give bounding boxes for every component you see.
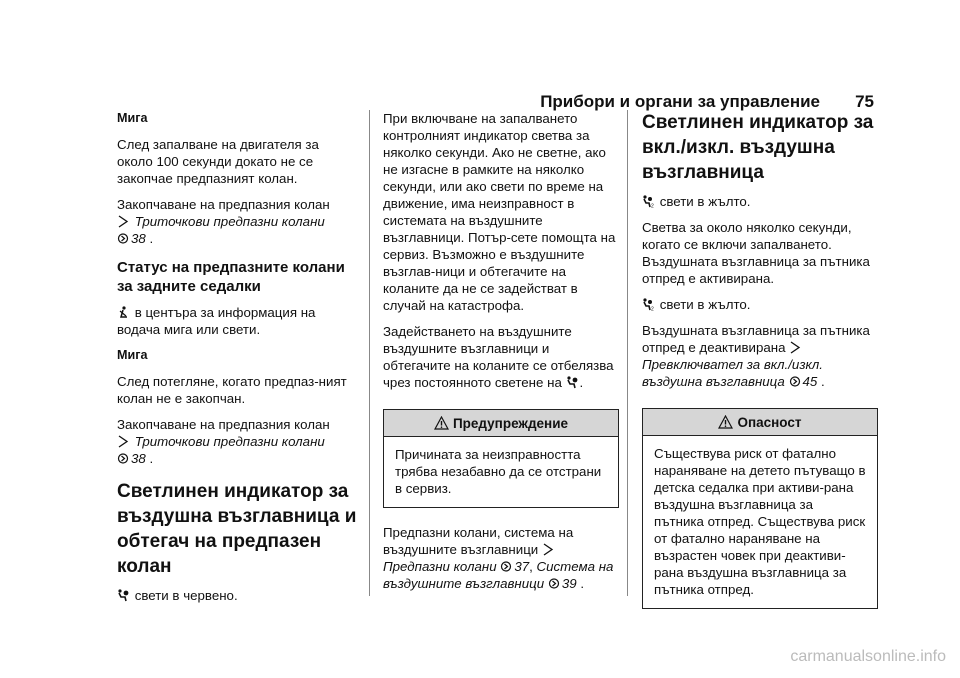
paragraph-status: в центъра за информация на водача мига или свети. — [117, 305, 316, 337]
danger-box — [642, 408, 878, 609]
paragraph-airbag-on: 2 свети в жълто. — [642, 193, 878, 210]
page-ref-arrow-icon — [117, 452, 129, 465]
airbag-icon — [566, 376, 578, 389]
warning-title: Предупреждение — [452, 416, 569, 431]
paragraph-with-reference: Закопчаване на предпазния колан Триточкови предпазни колани 38 . — [117, 417, 330, 466]
cross-reference-link[interactable]: Система на въздушните възглавници — [383, 559, 614, 591]
page-reference[interactable]: 39 — [561, 576, 577, 591]
page-header-title: Прибори и органи за управление — [540, 92, 820, 111]
section-ref-icon — [117, 435, 129, 448]
page-reference[interactable]: 37 — [514, 559, 530, 574]
danger-text: Съществува риск от фатално нараняване на детето пътуващо в детска седалка при активи-рана въздушна възглавница за пътника отпред. Съществува риск от фатално нараняване на възрастен човек при деактиви-рана въздушна възглавница за пътника отпред. — [654, 446, 866, 597]
passenger-airbag-icon — [642, 195, 654, 208]
page-reference[interactable]: 38 — [131, 451, 146, 466]
warning-triangle-icon — [434, 416, 449, 430]
paragraph-with-reference: Закопчаване на предпазния колан Триточкови предпазни колани 38 . — [117, 197, 330, 246]
danger-title: Опасност — [737, 415, 802, 430]
section-heading-rear-belts: Статус на предпазните колани за задните седалки — [117, 259, 345, 295]
section-ref-icon — [542, 543, 554, 556]
page-ref-arrow-icon — [789, 375, 801, 388]
warning-box-header — [384, 410, 618, 437]
page-reference[interactable]: 45 — [802, 374, 818, 389]
paragraph: При включване на запалването контролният индикатор светва за няколко секунди. Ако не светне, ако не изгасне в рамките на няколко секунди, или ако свети по време на движение, има неизправност в системата на въздушните възглавници. Потър-сете помощта на сервиз. Възможно е въздушните възглав-ници и обтегачите на коланите да не се задействат в случай на катастрофа. — [383, 111, 616, 313]
watermark: carmanualsonline.info — [790, 648, 946, 665]
paragraph-airbag: свети в червено. — [117, 587, 357, 604]
column-divider-1 — [369, 110, 370, 596]
page-ref-arrow-icon — [500, 560, 512, 573]
cross-reference-link[interactable]: Предпазни колани — [383, 559, 497, 574]
paragraph: Задействането на въздушните въздушните възглавници и обтегачите на коланите се отбелязва чрез постоянното светене на . — [383, 324, 614, 390]
section-ref-icon — [117, 215, 129, 228]
paragraph-with-reference: Въздушната възглавница за пътника отпред е деактивирана Превключвател за вкл./изкл. въздушна възглавница 45 . — [642, 323, 870, 389]
paragraph: След потегляне, когато предпаз-ният колан не е закопчан. — [117, 374, 347, 406]
column-right — [642, 110, 878, 625]
subheading-flashing: Мига — [117, 111, 148, 125]
airbag-icon — [117, 589, 129, 602]
svg-text:2: 2 — [651, 306, 654, 311]
subheading-flashing-2: Мига — [117, 348, 148, 362]
page-ref-arrow-icon — [548, 577, 560, 590]
column-divider-2 — [627, 110, 628, 596]
section-heading-airbag-indicator: Светлинен индикатор за въздушна възглавница и обтегач на предпазен колан — [117, 481, 357, 577]
paragraph-airbag-off: 2 свети в жълто. — [642, 296, 878, 313]
passenger-airbag-icon — [642, 298, 654, 311]
page-number: 75 — [855, 92, 874, 111]
cross-reference-link[interactable]: Триточкови предпазни колани — [134, 434, 325, 449]
seatbelt-reminder-icon — [117, 306, 129, 319]
warning-text: Причината за неизправността трябва незабавно да се отстрани в сервиз. — [395, 447, 602, 496]
svg-text:2: 2 — [651, 203, 654, 208]
section-ref-icon — [789, 341, 801, 354]
paragraph: След запалване на двигателя за около 100 секунди докато не се закопчае предпазният колан. — [117, 137, 319, 186]
cross-reference-link[interactable]: Превключвател за вкл./изкл. въздушна възглавница — [642, 357, 823, 389]
paragraph-with-reference: Предпазни колани, система на въздушните възглавници Предпазни колани 37, Система на въздушните възглавници 39 . — [383, 525, 614, 591]
paragraph: Светва за около няколко секунди, когато се включи запалването. Въздушната възглавница за пътника отпред е активирана. — [642, 220, 870, 286]
warning-triangle-icon — [718, 415, 733, 429]
column-middle — [383, 110, 619, 601]
danger-box-header — [643, 409, 877, 436]
cross-reference-link[interactable]: Триточкови предпазни колани — [134, 214, 325, 229]
page-ref-arrow-icon — [117, 232, 129, 245]
column-left — [117, 110, 357, 613]
section-heading-airbag-onoff: Светлинен индикатор за вкл./изкл. въздушна възглавница — [642, 112, 874, 183]
page-reference[interactable]: 38 — [131, 231, 146, 246]
warning-box — [383, 409, 619, 508]
